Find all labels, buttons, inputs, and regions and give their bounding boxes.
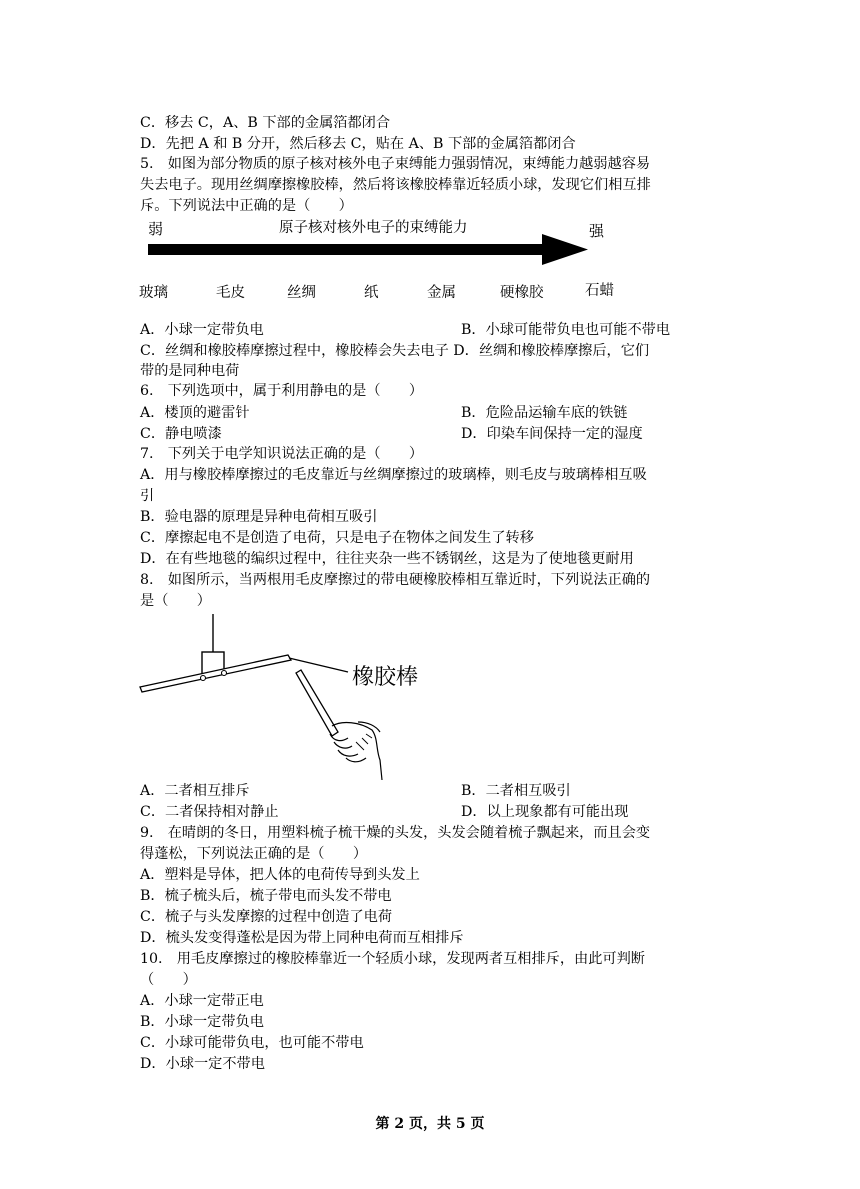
q6-option-b: B．危险品运输车底的铁链	[461, 405, 628, 421]
q10-option-a: A．小球一定带正电	[140, 993, 264, 1009]
q5-stem-3: 斥。下列说法中正确的是（ ）	[140, 198, 353, 214]
q10-option-c: C．小球可能带负电，也可能不带电	[140, 1035, 364, 1051]
q9-stem-1: 9. 在晴朗的冬日，用塑料梳子梳干燥的头发，头发会随着梳子飘起来，而且会变	[140, 825, 651, 841]
q8-option-c: C．二者保持相对静止	[140, 804, 279, 820]
q6-option-d: D．印染车间保持一定的湿度	[461, 426, 643, 442]
q5-stem-1: 5. 如图为部分物质的原子核对核外电子束缚能力强弱情况，束缚能力越弱越容易	[140, 156, 651, 172]
q6-option-a: A．楼顶的避雷针	[140, 405, 250, 421]
q6-stem: 6. 下列选项中，属于利用静电的是（ ）	[140, 383, 424, 399]
page-footer: 第 2 页，共 5 页	[375, 1116, 485, 1132]
q5-stem-2: 失去电子。现用丝绸摩擦橡胶棒，然后将该橡胶棒靠近轻质小球，发现它们相互排	[140, 177, 651, 193]
q10-stem-1: 10. 用毛皮摩擦过的橡胶棒靠近一个轻质小球，发现两者互相排斥，由此可判断	[140, 951, 645, 967]
q9-option-c: C．梳子与头发摩擦的过程中创造了电荷	[140, 909, 393, 925]
q8-option-b: B．二者相互吸引	[461, 783, 571, 799]
q9-option-a: A．塑料是导体，把人体的电荷传导到头发上	[140, 867, 420, 883]
material-fur: 毛皮	[216, 285, 245, 301]
option-d-prev: D．先把 A 和 B 分开，然后移去 C，贴在 A、B 下部的金属箔都闭合	[140, 136, 576, 152]
material-silk: 丝绸	[287, 285, 316, 301]
q7-stem: 7. 下列关于电学知识说法正确的是（ ）	[140, 446, 424, 462]
q5-option-d-cont: 带的是同种电荷	[140, 363, 240, 379]
material-paper: 纸	[364, 285, 379, 301]
rubber-rod-label: 橡胶棒	[352, 665, 419, 690]
arrow-icon	[148, 232, 588, 272]
q9-option-b: B．梳子梳头后，梳子带电而头发不带电	[140, 888, 392, 904]
material-glass: 玻璃	[139, 285, 168, 301]
q8-option-a: A．二者相互排斥	[140, 783, 250, 799]
q8-stem-2: 是（ ）	[140, 593, 211, 609]
q9-option-d: D．梳头发变得蓬松是因为带上同种电荷而互相排斥	[140, 930, 464, 946]
option-c-prev: C．移去 C，A、B 下部的金属箔都闭合	[140, 115, 391, 131]
q7-option-c: C．摩擦起电不是创造了电荷，只是电子在物体之间发生了转移	[140, 530, 534, 546]
q7-option-a-cont: 引	[140, 488, 155, 504]
q5-option-b: B．小球可能带负电也可能不带电	[461, 322, 671, 338]
q6-option-c: C．静电喷漆	[140, 426, 222, 442]
label-strong: 强	[589, 222, 605, 240]
material-paraffin: 石蜡	[585, 283, 614, 299]
q7-option-a: A．用与橡胶棒摩擦过的毛皮靠近与丝绸摩擦过的玻璃棒，则毛皮与玻璃棒相互吸	[140, 467, 647, 483]
q10-option-b: B．小球一定带负电	[140, 1014, 264, 1030]
label-weak: 弱	[148, 220, 164, 238]
figure-title: 原子核对核外电子的束缚能力	[279, 220, 468, 236]
material-metal: 金属	[427, 285, 456, 301]
q7-option-b: B．验电器的原理是异种电荷相互吸引	[140, 509, 378, 525]
q9-stem-2: 得蓬松，下列说法正确的是（ ）	[140, 846, 368, 862]
q7-option-d: D．在有些地毯的编织过程中，往往夹杂一些不锈钢丝，这是为了使地毯更耐用	[140, 551, 634, 567]
q10-stem-2: （ ）	[140, 972, 197, 988]
q10-option-d: D．小球一定不带电	[140, 1056, 265, 1072]
q5-option-c-d: C．丝绸和橡胶棒摩擦过程中，橡胶棒会失去电子 D．丝绸和橡胶棒摩擦后，它们	[140, 343, 650, 359]
q8-option-d: D．以上现象都有可能出现	[461, 804, 629, 820]
material-hard-rubber: 硬橡胶	[500, 285, 544, 301]
q5-option-a: A．小球一定带负电	[140, 322, 264, 338]
q8-stem-1: 8. 如图所示，当两根用毛皮摩擦过的带电硬橡胶棒相互靠近时，下列说法正确的	[140, 572, 651, 588]
rods-illustration	[136, 610, 436, 782]
